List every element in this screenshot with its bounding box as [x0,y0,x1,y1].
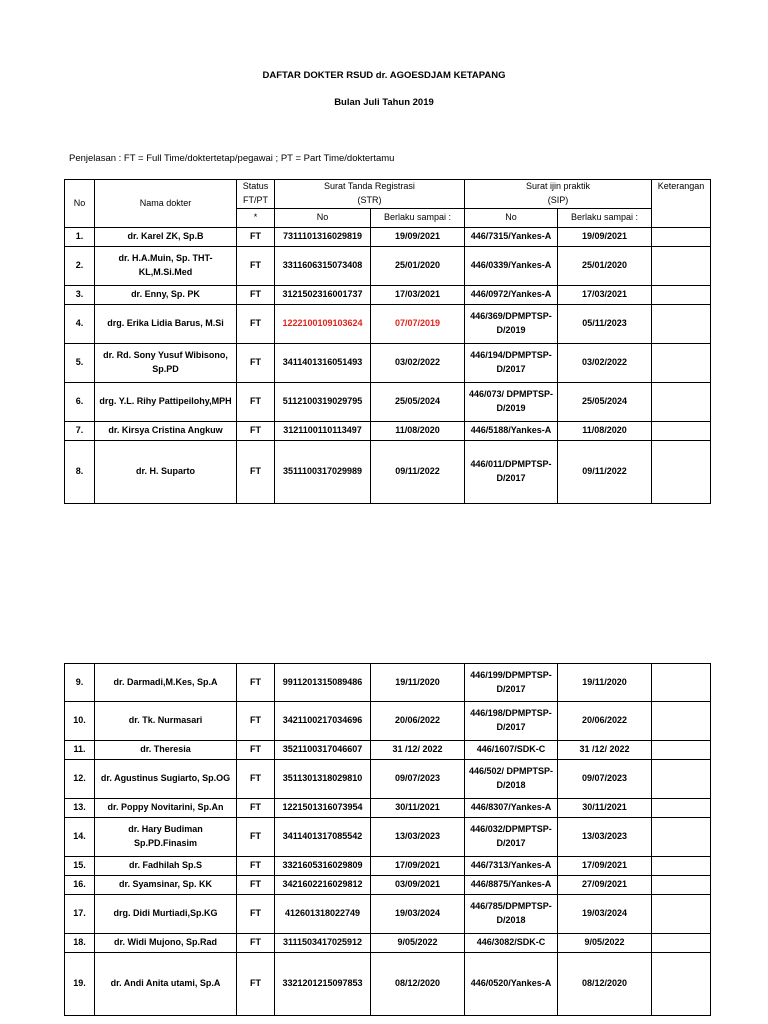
row-str-date: 19/11/2020 [371,664,465,702]
row-keterangan [652,383,711,422]
row-nama: dr. Enny, Sp. PK [95,286,237,305]
row-str-date: 13/03/2023 [371,818,465,857]
row-no: 3. [65,286,95,305]
row-status: FT [237,247,275,286]
row-sip-date: 20/06/2022 [558,702,652,741]
table-row [65,702,711,741]
doctor-table-page-2 [64,663,711,1016]
row-sip-date: 30/11/2021 [558,799,652,818]
row-sip-no: 446/0972/Yankes-A [465,286,558,305]
row-status: FT [237,799,275,818]
row-status: FT [237,876,275,895]
row-sip-no: 446/502/ DPMPTSP-D/2018 [465,760,558,799]
row-status: FT [237,953,275,1016]
row-str-date: 11/08/2020 [371,422,465,441]
row-str-no-expired: 1222100109103624 [275,305,371,344]
row-sip-date: 25/01/2020 [558,247,652,286]
table-row [65,422,711,441]
header-str-no: No [275,209,371,228]
row-no: 12. [65,760,95,799]
row-str-no: 3421602216029812 [275,876,371,895]
table-row [65,760,711,799]
row-sip-no: 446/073/ DPMPTSP-D/2019 [465,383,558,422]
row-sip-no: 446/0339/Yankes-A [465,247,558,286]
row-sip-date: 13/03/2023 [558,818,652,857]
row-str-no: 3321605316029809 [275,857,371,876]
row-status: FT [237,760,275,799]
row-sip-date: 25/05/2024 [558,383,652,422]
row-str-no: 9911201315089486 [275,664,371,702]
row-keterangan [652,422,711,441]
table-row [65,344,711,383]
row-str-date: 09/07/2023 [371,760,465,799]
row-sip-date: 03/02/2022 [558,344,652,383]
row-keterangan [652,286,711,305]
row-status: FT [237,228,275,247]
row-no: 16. [65,876,95,895]
table-row [65,664,711,702]
row-sip-date: 19/11/2020 [558,664,652,702]
row-keterangan [652,344,711,383]
table-row [65,286,711,305]
row-sip-date: 09/11/2022 [558,441,652,504]
row-sip-date: 19/03/2024 [558,895,652,934]
table-row [65,818,711,857]
table-row [65,741,711,760]
row-keterangan [652,702,711,741]
row-keterangan [652,818,711,857]
row-no: 15. [65,857,95,876]
row-sip-no: 446/8307/Yankes-A [465,799,558,818]
document-period: Bulan Juli Tahun 2019 [334,97,434,108]
table-row [65,247,711,286]
row-status: FT [237,741,275,760]
row-status: FT [237,934,275,953]
row-str-date: 09/11/2022 [371,441,465,504]
row-keterangan [652,953,711,1016]
row-nama: dr. Agustinus Sugiarto, Sp.OG [95,760,237,799]
row-sip-no: 446/8875/Yankes-A [465,876,558,895]
table-row [65,895,711,934]
row-status: FT [237,818,275,857]
row-keterangan [652,441,711,504]
row-str-no: 1221501316073954 [275,799,371,818]
row-no: 19. [65,953,95,1016]
row-status: FT [237,702,275,741]
row-no: 11. [65,741,95,760]
row-sip-date: 08/12/2020 [558,953,652,1016]
row-sip-date: 17/03/2021 [558,286,652,305]
row-str-no: 412601318022749 [275,895,371,934]
row-no: 2. [65,247,95,286]
row-str-date: 20/06/2022 [371,702,465,741]
header-status-mark: * [237,209,275,228]
header-keterangan: Keterangan [652,180,711,228]
header-status: Status FT/PT [237,180,275,209]
row-str-no: 3511100317029989 [275,441,371,504]
table-row [65,857,711,876]
row-str-no: 3521100317046607 [275,741,371,760]
row-status: FT [237,383,275,422]
row-sip-date: 27/09/2021 [558,876,652,895]
row-status: FT [237,664,275,702]
row-nama: dr. Hary Budiman Sp.PD.Finasim [95,818,237,857]
row-no: 7. [65,422,95,441]
row-str-date: 08/12/2020 [371,953,465,1016]
row-no: 17. [65,895,95,934]
row-str-no: 7311101316029819 [275,228,371,247]
row-nama: dr. Darmadi,M.Kes, Sp.A [95,664,237,702]
table-row [65,441,711,504]
row-no: 6. [65,383,95,422]
row-no: 13. [65,799,95,818]
row-sip-no: 446/199/DPMPTSP-D/2017 [465,664,558,702]
legend-note: Penjelasan : FT = Full Time/doktertetap/pegawai ; PT = Part Time/doktertamu [69,153,395,164]
row-str-date: 25/01/2020 [371,247,465,286]
row-str-no: 3121502316001737 [275,286,371,305]
row-sip-date: 09/07/2023 [558,760,652,799]
row-sip-no: 446/032/DPMPTSP-D/2017 [465,818,558,857]
row-str-no: 3121100110113497 [275,422,371,441]
row-nama: dr. Rd. Sony Yusuf Wibisono, Sp.PD [95,344,237,383]
row-str-no: 3421100217034696 [275,702,371,741]
table-row [65,305,711,344]
row-str-date: 31 /12/ 2022 [371,741,465,760]
table-row [65,953,711,1016]
row-status: FT [237,895,275,934]
row-keterangan [652,857,711,876]
row-sip-date: 31 /12/ 2022 [558,741,652,760]
row-no: 4. [65,305,95,344]
row-keterangan [652,934,711,953]
header-sip: Surat ijin praktik (SIP) [465,180,652,209]
row-str-date: 30/11/2021 [371,799,465,818]
row-str-date: 25/05/2024 [371,383,465,422]
table-row [65,383,711,422]
row-status: FT [237,344,275,383]
row-str-date-expired: 07/07/2019 [371,305,465,344]
row-nama: dr. Syamsinar, Sp. KK [95,876,237,895]
row-str-no: 3411401316051493 [275,344,371,383]
row-str-date: 17/03/2021 [371,286,465,305]
row-sip-no: 446/194/DPMPTSP-D/2017 [465,344,558,383]
row-sip-no: 446/198/DPMPTSP-D/2017 [465,702,558,741]
row-str-no: 3511301318029810 [275,760,371,799]
row-nama: dr. Karel ZK, Sp.B [95,228,237,247]
row-sip-no: 446/369/DPMPTSP-D/2019 [465,305,558,344]
row-keterangan [652,876,711,895]
table-row [65,799,711,818]
row-sip-no: 446/7313/Yankes-A [465,857,558,876]
row-sip-date: 05/11/2023 [558,305,652,344]
row-str-no: 3111503417025912 [275,934,371,953]
document-title: DAFTAR DOKTER RSUD dr. AGOESDJAM KETAPANG [262,70,506,81]
row-sip-no: 446/011/DPMPTSP-D/2017 [465,441,558,504]
row-status: FT [237,422,275,441]
row-str-date: 19/09/2021 [371,228,465,247]
row-nama: drg. Didi Murtiadi,Sp.KG [95,895,237,934]
row-nama: dr. Widi Mujono, Sp.Rad [95,934,237,953]
header-sip-no: No [465,209,558,228]
row-str-no: 5112100319029795 [275,383,371,422]
table-row [65,876,711,895]
row-no: 5. [65,344,95,383]
row-keterangan [652,741,711,760]
row-sip-date: 19/09/2021 [558,228,652,247]
row-nama: dr. H. Suparto [95,441,237,504]
table-row [65,228,711,247]
row-str-no: 3321201215097853 [275,953,371,1016]
row-str-no: 3311606315073408 [275,247,371,286]
row-nama: dr. Theresia [95,741,237,760]
row-str-date: 17/09/2021 [371,857,465,876]
row-nama: drg. Erika Lidia Barus, M.Si [95,305,237,344]
row-status: FT [237,441,275,504]
row-status: FT [237,286,275,305]
row-sip-no: 446/0520/Yankes-A [465,953,558,1016]
row-no: 14. [65,818,95,857]
row-str-date: 03/02/2022 [371,344,465,383]
table-row [65,934,711,953]
row-keterangan [652,305,711,344]
row-keterangan [652,799,711,818]
row-str-no: 3411401317085542 [275,818,371,857]
row-no: 10. [65,702,95,741]
row-nama: dr. Tk. Nurmasari [95,702,237,741]
row-keterangan [652,664,711,702]
row-sip-no: 446/3082/SDK-C [465,934,558,953]
header-sip-berlaku: Berlaku sampai : [558,209,652,228]
header-no: No [65,180,95,228]
row-nama: drg. Y.L. Rihy Pattipeilohy,MPH [95,383,237,422]
row-keterangan [652,247,711,286]
row-nama: dr. Poppy Novitarini, Sp.An [95,799,237,818]
doctor-table-page-1 [64,179,711,504]
header-str-berlaku: Berlaku sampai : [371,209,465,228]
row-sip-date: 17/09/2021 [558,857,652,876]
row-str-date: 19/03/2024 [371,895,465,934]
row-str-date: 9/05/2022 [371,934,465,953]
row-no: 9. [65,664,95,702]
row-status: FT [237,305,275,344]
row-nama: dr. H.A.Muin, Sp. THT-KL,M.Si.Med [95,247,237,286]
row-no: 18. [65,934,95,953]
row-nama: dr. Kirsya Cristina Angkuw [95,422,237,441]
row-keterangan [652,228,711,247]
row-sip-date: 11/08/2020 [558,422,652,441]
row-sip-no: 446/5188/Yankes-A [465,422,558,441]
row-no: 1. [65,228,95,247]
row-str-date: 03/09/2021 [371,876,465,895]
row-sip-no: 446/1607/SDK-C [465,741,558,760]
row-nama: dr. Fadhilah Sp.S [95,857,237,876]
header-str: Surat Tanda Registrasi (STR) [275,180,465,209]
row-sip-no: 446/785/DPMPTSP-D/2018 [465,895,558,934]
row-no: 8. [65,441,95,504]
row-nama: dr. Andi Anita utami, Sp.A [95,953,237,1016]
row-status: FT [237,857,275,876]
row-keterangan [652,895,711,934]
row-sip-no: 446/7315/Yankes-A [465,228,558,247]
row-sip-date: 9/05/2022 [558,934,652,953]
header-nama: Nama dokter [95,180,237,228]
row-keterangan [652,760,711,799]
